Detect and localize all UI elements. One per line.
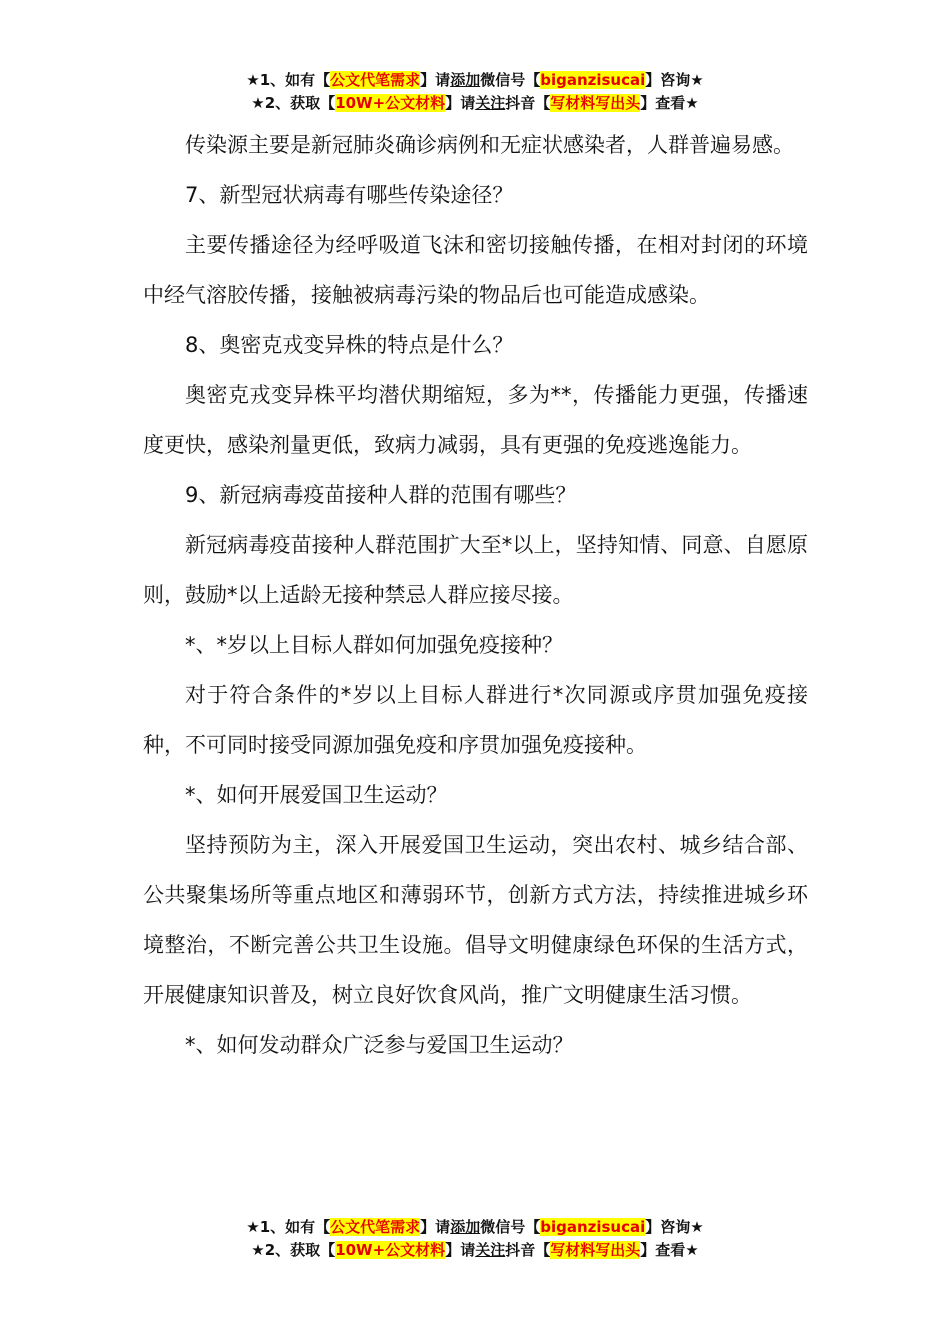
banner-line-1 (0, 69, 950, 92)
banner-text: 】请 (445, 94, 476, 112)
banner-text: 抖音【 (505, 94, 551, 112)
question-heading: *、*岁以上目标人群如何加强免疫接种？ (185, 633, 563, 657)
paragraph: 坚持预防为主，深入开展爱国卫生运动，突出农村、城乡结合部、公共聚集场所等重点地区和薄弱环节，创新方式方法，持续推进城乡环境整治，不断完善公共卫生设施。倡导文明健康绿色环保的生活方式，开展健康知识普及，树立良好饮食风尚，推广文明健康生活习惯。 (143, 833, 808, 1007)
banner-douyin-name: 写材料写出头 (550, 1241, 641, 1259)
banner-text: 】咨询★ (645, 1218, 704, 1236)
paragraph: 传染源主要是新冠肺炎确诊病例和无症状感染者，人群普遍易感。 (185, 133, 794, 157)
header-banner (0, 69, 950, 115)
paragraph: 主要传播途径为经呼吸道飞沫和密切接触传播，在相对封闭的环境中经气溶胶传播，接触被病毒污染的物品后也可能造成感染。 (143, 233, 808, 307)
banner-wechat-id: biganzisucai (540, 71, 646, 89)
banner-underlined: 添加 (450, 1218, 481, 1236)
banner-highlight: 10W+公文材料 (335, 1241, 446, 1259)
question-heading: *、如何发动群众广泛参与爱国卫生运动？ (185, 1033, 574, 1057)
banner-underlined: 添加 (450, 71, 481, 89)
banner-line-2 (0, 92, 950, 115)
banner-highlight: 公文代笔需求 (330, 1218, 421, 1236)
paragraph: 奥密克戎变异株平均潜伏期缩短，多为**，传播能力更强，传播速度更快，感染剂量更低，致病力减弱，具有更强的免疫逃逸能力。 (143, 383, 808, 457)
banner-text: 抖音【 (505, 1241, 551, 1259)
banner-text: 】请 (445, 1241, 476, 1259)
footer-banner (0, 1216, 950, 1262)
banner-text: 】查看★ (640, 94, 699, 112)
banner-underlined: 关注 (475, 94, 506, 112)
banner-text: ★1、如有【 (246, 71, 331, 89)
question-heading: *、如何开展爱国卫生运动？ (185, 783, 448, 807)
banner-text: 】咨询★ (645, 71, 704, 89)
banner-text: ★1、如有【 (246, 1218, 331, 1236)
banner-text: 微信号【 (480, 71, 541, 89)
question-heading: 9、新冠病毒疫苗接种人群的范围有哪些？ (185, 483, 577, 507)
banner-text: 】请 (420, 1218, 451, 1236)
banner-highlight: 公文代笔需求 (330, 71, 421, 89)
banner-highlight: 10W+公文材料 (335, 94, 446, 112)
banner-text: 】查看★ (640, 1241, 699, 1259)
paragraph: 新冠病毒疫苗接种人群范围扩大至*以上，坚持知情、同意、自愿原则，鼓励*以上适龄无接种禁忌人群应接尽接。 (143, 533, 808, 607)
document-body (143, 120, 808, 1070)
banner-line-2 (0, 1239, 950, 1262)
banner-text: 】请 (420, 71, 451, 89)
banner-line-1 (0, 1216, 950, 1239)
banner-text: 微信号【 (480, 1218, 541, 1236)
banner-douyin-name: 写材料写出头 (550, 94, 641, 112)
question-heading: 7、新型冠状病毒有哪些传染途径？ (185, 183, 514, 207)
banner-text: ★2、获取【 (251, 94, 336, 112)
paragraph: 对于符合条件的*岁以上目标人群进行*次同源或序贯加强免疫接种，不可同时接受同源加强免疫和序贯加强免疫接种。 (143, 683, 808, 757)
banner-underlined: 关注 (475, 1241, 506, 1259)
question-heading: 8、奥密克戎变异株的特点是什么？ (185, 333, 514, 357)
banner-text: ★2、获取【 (251, 1241, 336, 1259)
banner-wechat-id: biganzisucai (540, 1218, 646, 1236)
